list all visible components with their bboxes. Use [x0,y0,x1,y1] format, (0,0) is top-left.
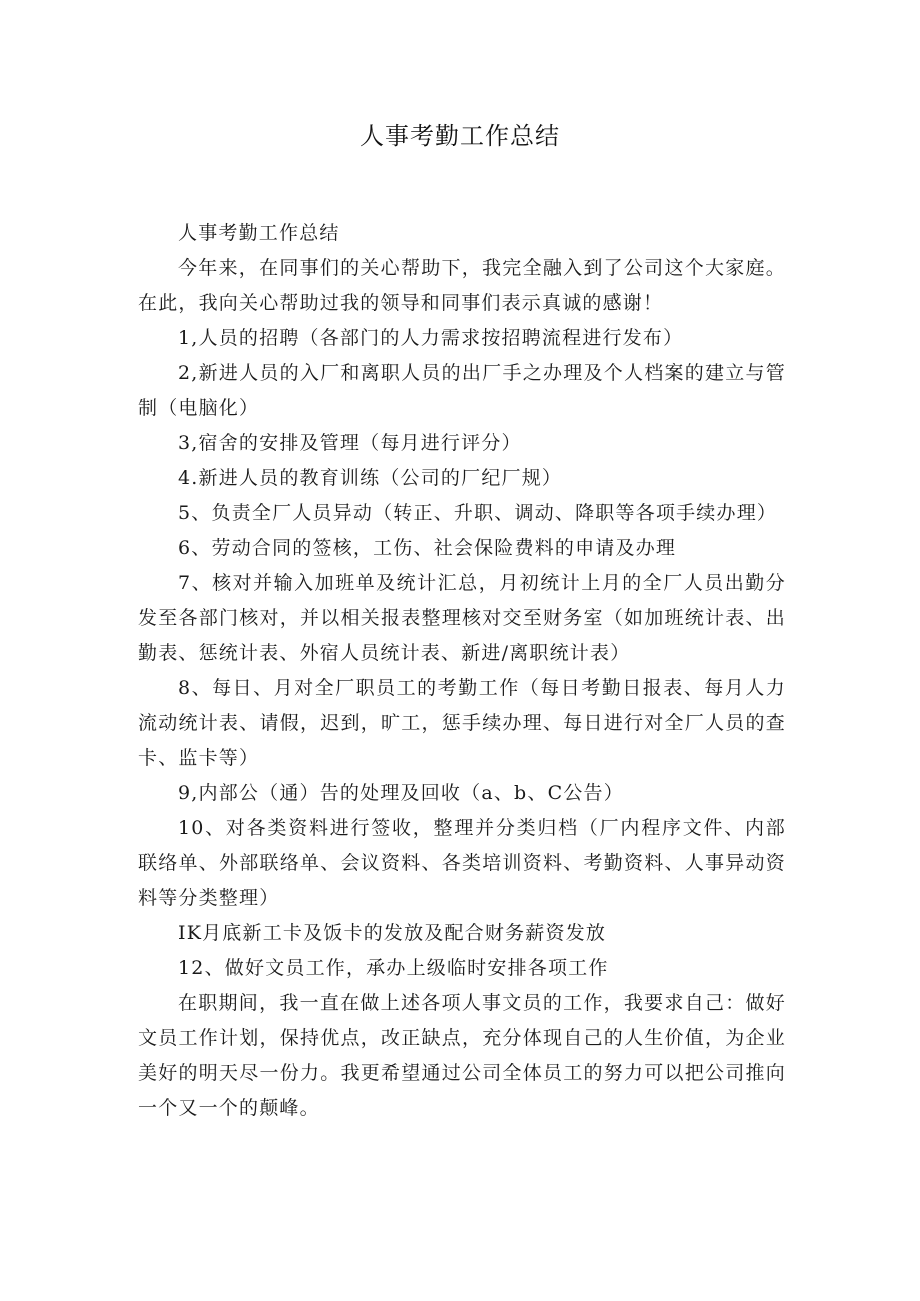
paragraph-item-12: 12、做好文员工作，承办上级临时安排各项工作 [178,957,609,979]
paragraph-intro: 今年来，在同事们的关心帮助下，我完全融入到了公司这个大家庭。在此，我向关心帮助过我的领导和同事们表示真诚的感谢！ [138,257,786,314]
paragraph-conclusion: 在职期间，我一直在做上述各项人事文员的工作，我要求自己：做好文员工作计划，保持优点，改正缺点，充分体现自己的人生价值，为企业美好的明天尽一份力。我更希望通过公司全体员工的努力可以把公司推向一个又一个的颠峰。 [138,992,786,1119]
paragraph-item-6: 6、劳动合同的签核，工伤、社会保险费料的申请及办理 [178,537,677,559]
paragraph-item-9: 9,内部公（通）告的处理及回收（a、b、C公告） [178,782,624,804]
paragraph-item-8: 8、每日、月对全厂职员工的考勤工作（每日考勤日报表、每月人力流动统计表、请假，迟到，旷工，惩手续办理、每日进行对全厂人员的查卡、监卡等） [138,677,786,769]
paragraph-item-7: 7、核对并输入加班单及统计汇总，月初统计上月的全厂人员出勤分发至各部门核对，并以相关报表整理核对交至财务室（如加班统计表、出勤表、惩统计表、外宿人员统计表、新进/离职统计表） [138,572,786,664]
paragraph-item-2: 2,新进人员的入厂和离职人员的出厂手之办理及个人档案的建立与管制（电脑化） [138,362,786,419]
paragraph-item-11: IK月底新工卡及饭卡的发放及配合财务薪资发放 [178,922,607,944]
paragraph-item-10: 10、对各类资料进行签收，整理并分类归档（厂内程序文件、内部联络单、外部联络单、会议资料、各类培训资料、考勤资料、人事异动资料等分类整理） [138,817,786,909]
paragraph-item-4: 4.新进人员的教育训练（公司的厂纪厂规） [178,467,563,489]
document-title: 人事考勤工作总结 [360,122,560,150]
paragraph-item-3: 3,宿舍的安排及管理（每月进行评分） [178,432,522,454]
paragraph-item-5: 5、负责全厂人员异动（转正、升职、调动、降职等各项手续办理） [178,502,778,524]
document-body [138,216,786,1126]
paragraph-item-1: 1,人员的招聘（各部门的人力需求按招聘流程进行发布） [178,327,684,349]
paragraph-subtitle: 人事考勤工作总结 [178,222,340,244]
